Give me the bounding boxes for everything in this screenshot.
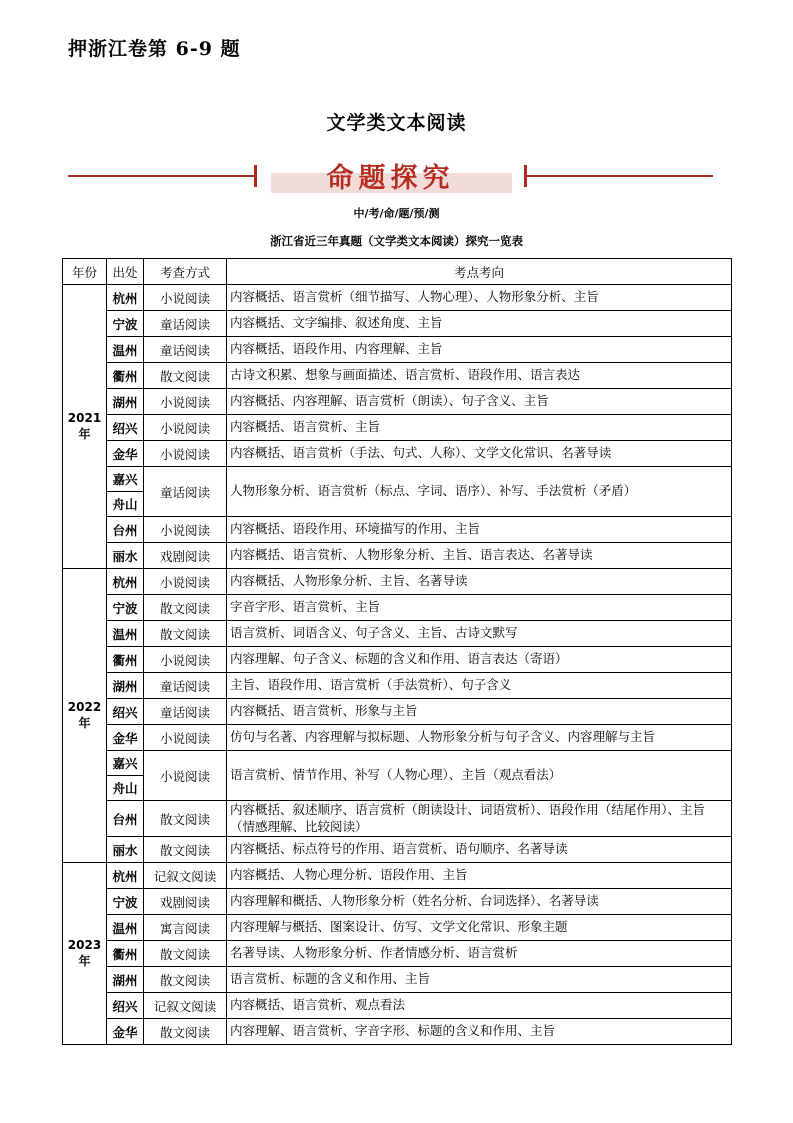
source-city-cell: 台州 [107, 517, 144, 543]
exam-mode-cell: 童话阅读 [144, 311, 227, 337]
test-points-cell: 主旨、语段作用、语言赏析（手法赏析）、句子含义 [227, 673, 732, 699]
exam-mode-cell: 记叙文阅读 [144, 863, 227, 889]
column-header-year: 年份 [63, 259, 107, 285]
exam-mode-cell: 散文阅读 [144, 801, 227, 837]
table-row [63, 993, 732, 1019]
year-cell: 2023年 [63, 863, 107, 1045]
table-row [63, 1019, 732, 1045]
table-body [63, 285, 732, 1045]
source-city-cell: 湖州 [107, 389, 144, 415]
table-row [63, 415, 732, 441]
table-row [63, 595, 732, 621]
exam-mode-cell: 小说阅读 [144, 441, 227, 467]
test-points-cell: 内容概括、语言赏析、人物形象分析、主旨、语言表达、名著导读 [227, 543, 732, 569]
test-points-cell: 内容概括、人物形象分析、主旨、名著导读 [227, 569, 732, 595]
source-city-cell: 杭州 [107, 569, 144, 595]
exam-mode-cell: 寓言阅读 [144, 915, 227, 941]
test-points-cell: 人物形象分析、语言赏析（标点、字词、语序）、补写、手法赏析（矛盾） [227, 467, 732, 517]
table-row [63, 363, 732, 389]
test-points-cell: 内容概括、语言赏析、观点看法 [227, 993, 732, 1019]
table-row [63, 569, 732, 595]
source-city-cell: 温州 [107, 621, 144, 647]
test-points-cell: 内容概括、内容理解、语言赏析（朗读）、句子含义、主旨 [227, 389, 732, 415]
source-city-cell: 金华 [107, 441, 144, 467]
source-city-cell: 金华 [107, 725, 144, 751]
source-city-cell: 衢州 [107, 941, 144, 967]
exam-mode-cell: 散文阅读 [144, 1019, 227, 1045]
exam-mode-cell: 小说阅读 [144, 517, 227, 543]
exam-mode-cell: 童话阅读 [144, 337, 227, 363]
table-row [63, 285, 732, 311]
year-cell: 2021年 [63, 285, 107, 569]
exam-mode-cell: 散文阅读 [144, 837, 227, 863]
source-city-cell: 绍兴 [107, 415, 144, 441]
source-city-cell: 丽水 [107, 837, 144, 863]
source-city-cell: 杭州 [107, 863, 144, 889]
column-header-points: 考点考向 [227, 259, 732, 285]
section-title: 文学类文本阅读 [326, 112, 467, 134]
test-points-cell: 字音字形、语言赏析、主旨 [227, 595, 732, 621]
test-points-cell: 仿句与名著、内容理解与拟标题、人物形象分析与句子含义、内容理解与主旨 [227, 725, 732, 751]
exam-mode-cell: 童话阅读 [144, 699, 227, 725]
table-row [63, 389, 732, 415]
test-points-cell: 内容概括、标点符号的作用、语言赏析、语句顺序、名著导读 [227, 837, 732, 863]
exam-mode-cell: 小说阅读 [144, 647, 227, 673]
test-points-cell: 名著导读、人物形象分析、作者情感分析、语言赏析 [227, 941, 732, 967]
exam-survey-table [62, 258, 732, 1045]
table-row [63, 621, 732, 647]
test-points-cell: 内容概括、人物心理分析、语段作用、主旨 [227, 863, 732, 889]
table-row [63, 863, 732, 889]
source-city-cell: 金华 [107, 1019, 144, 1045]
source-city-cell: 绍兴 [107, 993, 144, 1019]
source-city-cell: 衢州 [107, 363, 144, 389]
test-points-cell: 内容概括、叙述顺序、语言赏析（朗读设计、词语赏析）、语段作用（结尾作用）、主旨（情感理解、比较阅读） [227, 801, 732, 837]
table-row [63, 725, 732, 751]
test-points-cell: 内容理解与概括、图案设计、仿写、文学文化常识、形象主题 [227, 915, 732, 941]
exam-mode-cell: 小说阅读 [144, 415, 227, 441]
banner-label: 命题探究 [326, 163, 455, 194]
table-header-row [63, 259, 732, 285]
table-row [63, 543, 732, 569]
test-points-cell: 内容概括、语言赏析、主旨 [227, 415, 732, 441]
table-row [63, 915, 732, 941]
source-city-cell: 湖州 [107, 673, 144, 699]
source-city-cell: 嘉兴 [107, 751, 144, 776]
exam-mode-cell: 小说阅读 [144, 725, 227, 751]
exam-mode-cell: 散文阅读 [144, 621, 227, 647]
test-points-cell: 内容概括、语段作用、环境描写的作用、主旨 [227, 517, 732, 543]
source-city-cell: 绍兴 [107, 699, 144, 725]
table-row [63, 311, 732, 337]
source-city-cell: 湖州 [107, 967, 144, 993]
test-points-cell: 古诗文积累、想象与画面描述、语言赏析、语段作用、语言表达 [227, 363, 732, 389]
source-city-cell: 衢州 [107, 647, 144, 673]
source-city-cell: 宁波 [107, 889, 144, 915]
test-points-cell: 内容理解和概括、人物形象分析（姓名分析、台词选择）、名著导读 [227, 889, 732, 915]
test-points-cell: 内容理解、句子含义、标题的含义和作用、语言表达（寄语） [227, 647, 732, 673]
exam-mode-cell: 小说阅读 [144, 389, 227, 415]
exam-mode-cell: 戏剧阅读 [144, 543, 227, 569]
source-city-cell: 丽水 [107, 543, 144, 569]
exam-mode-cell: 小说阅读 [144, 569, 227, 595]
test-points-cell: 语言赏析、标题的含义和作用、主旨 [227, 967, 732, 993]
source-city-cell: 台州 [107, 801, 144, 837]
source-city-cell: 嘉兴 [107, 467, 144, 492]
table-row [63, 647, 732, 673]
exam-mode-cell: 童话阅读 [144, 673, 227, 699]
test-points-cell: 内容概括、语言赏析（手法、句式、人称）、文学文化常识、名著导读 [227, 441, 732, 467]
table-row [63, 801, 732, 837]
test-points-cell: 内容概括、语段作用、内容理解、主旨 [227, 337, 732, 363]
test-points-cell: 内容概括、文字编排、叙述角度、主旨 [227, 311, 732, 337]
column-header-mode: 考查方式 [144, 259, 227, 285]
source-city-cell: 舟山 [107, 492, 144, 517]
source-city-cell: 杭州 [107, 285, 144, 311]
exam-mode-cell: 散文阅读 [144, 363, 227, 389]
table-row [63, 837, 732, 863]
table-row [63, 941, 732, 967]
table-row [63, 517, 732, 543]
source-city-cell: 温州 [107, 337, 144, 363]
exam-mode-cell: 散文阅读 [144, 941, 227, 967]
table-row [63, 751, 732, 776]
test-points-cell: 内容概括、语言赏析、形象与主旨 [227, 699, 732, 725]
table-row [63, 889, 732, 915]
exam-mode-cell: 童话阅读 [144, 467, 227, 517]
table-row [63, 467, 732, 492]
kicker: 中/考/命/题/预/测 [353, 207, 440, 220]
source-city-cell: 宁波 [107, 311, 144, 337]
source-city-cell: 温州 [107, 915, 144, 941]
page-heading: 押浙江卷第 6-9 题 [68, 38, 241, 60]
test-points-cell: 语言赏析、词语含义、句子含义、主旨、古诗文默写 [227, 621, 732, 647]
test-points-cell: 内容理解、语言赏析、字音字形、标题的含义和作用、主旨 [227, 1019, 732, 1045]
source-city-cell: 宁波 [107, 595, 144, 621]
banner [68, 158, 713, 194]
exam-mode-cell: 记叙文阅读 [144, 993, 227, 1019]
year-cell: 2022年 [63, 569, 107, 863]
table-row [63, 673, 732, 699]
table-row [63, 699, 732, 725]
test-points-cell: 内容概括、语言赏析（细节描写、人物心理）、人物形象分析、主旨 [227, 285, 732, 311]
table-caption: 浙江省近三年真题（文学类文本阅读）探究一览表 [270, 234, 523, 248]
exam-mode-cell: 戏剧阅读 [144, 889, 227, 915]
test-points-cell: 语言赏析、情节作用、补写（人物心理）、主旨（观点看法） [227, 751, 732, 801]
exam-mode-cell: 小说阅读 [144, 751, 227, 801]
exam-mode-cell: 小说阅读 [144, 285, 227, 311]
exam-mode-cell: 散文阅读 [144, 595, 227, 621]
table-row [63, 967, 732, 993]
table-row [63, 337, 732, 363]
source-city-cell: 舟山 [107, 776, 144, 801]
table-row [63, 441, 732, 467]
exam-mode-cell: 散文阅读 [144, 967, 227, 993]
column-header-source: 出处 [107, 259, 144, 285]
